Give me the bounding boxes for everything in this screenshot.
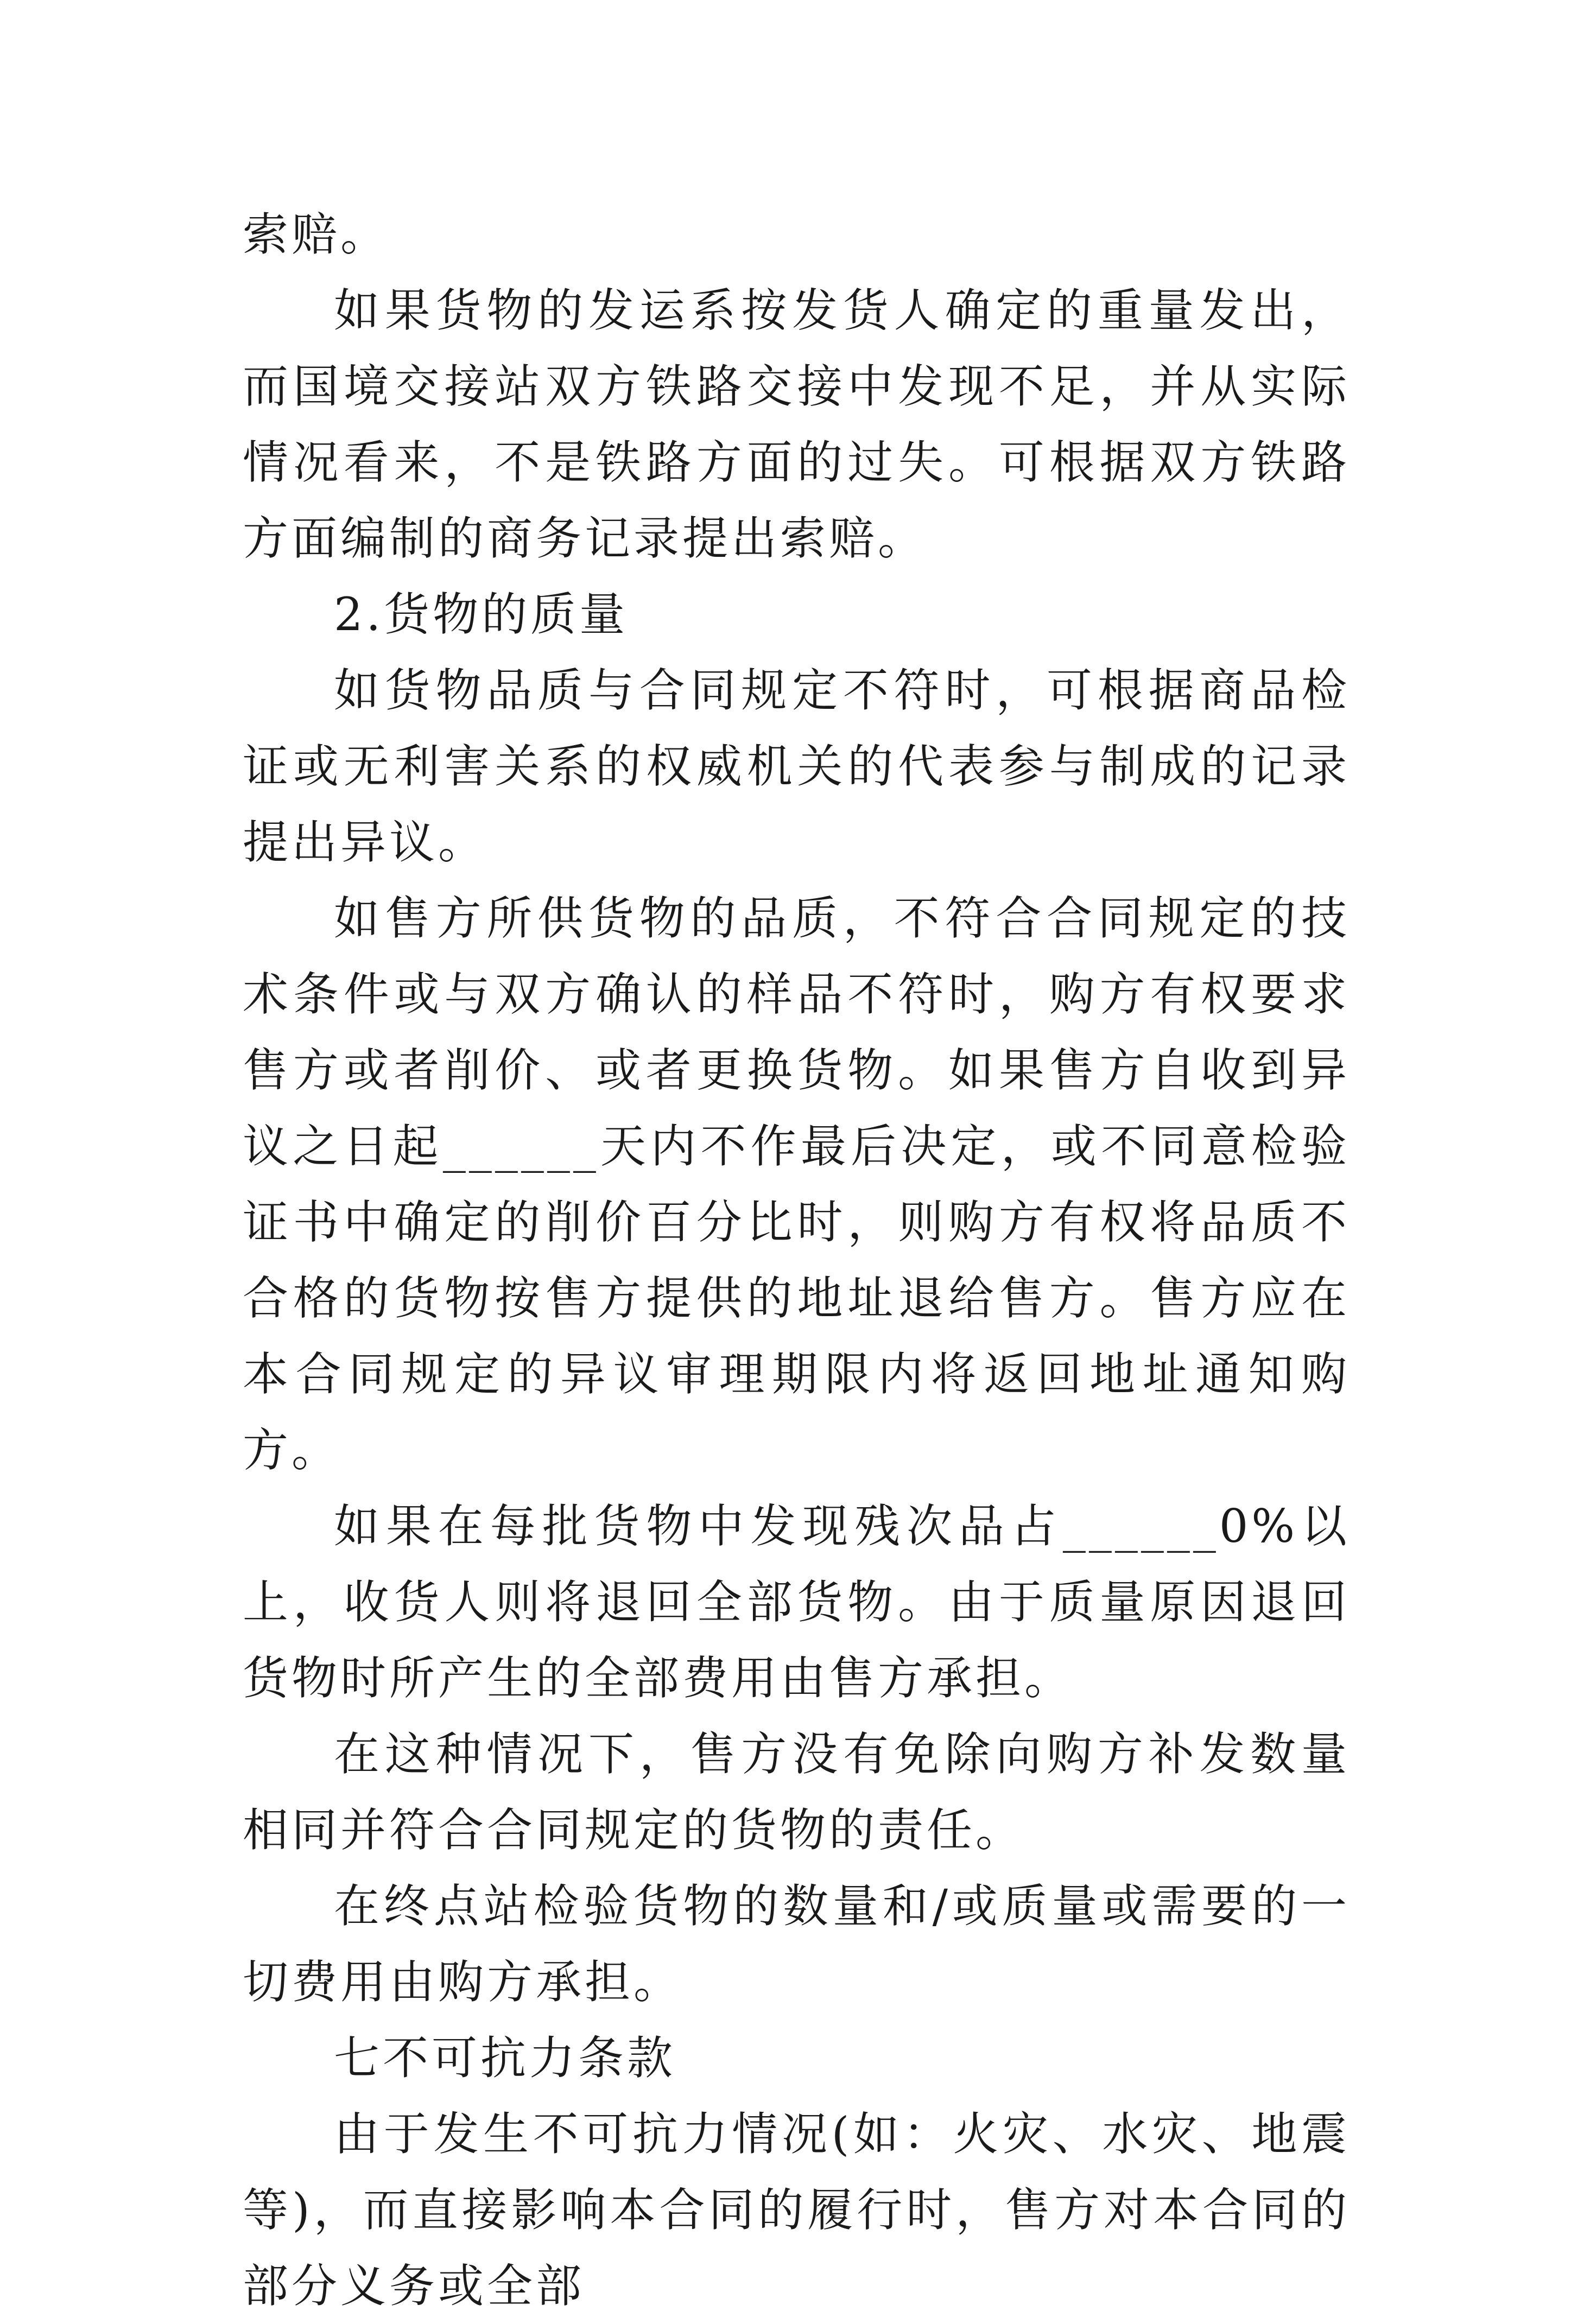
paragraph-continuation: 索赔。 xyxy=(243,208,390,261)
paragraph-inspection-costs: 在终点站检验货物的数量和/或质量或需要的一切费用由购方承担。 xyxy=(243,1879,1350,2009)
paragraph-quality-objection: 如货物品质与合同规定不符时，可根据商品检证或无利害关系的权威机关的代表参与制成的记录提出异议。 xyxy=(243,664,1350,869)
paragraph-force-majeure: 由于发生不可抗力情况(如：火灾、水灾、地震等)，而直接影响本合同的履行时，售方对本合同的部分义务或全部 xyxy=(243,2107,1350,2313)
section-heading-quality: 2.货物的质量 xyxy=(334,588,629,641)
paragraph-quality-remedies: 如售方所供货物的品质，不符合合同规定的技术条件或与双方确认的样品不符时，购方有权要求售方或者削价、或者更换货物。如果售方自收到异议之日起______天内不作最后决定，或不同意检验证书中确定的削价百分比时，则购方有权将品质不合格的货物按售方提供的地址退给售方。售方应在本合同规定的异议审理期限内将返回地址通知购方。 xyxy=(243,892,1350,1477)
paragraph-defect-return: 如果在每批货物中发现残次品占______0%以上，收货人则将退回全部货物。由于质量原因退回货物时所产生的全部费用由售方承担。 xyxy=(243,1500,1350,1705)
paragraph-weight-shortage-claim: 如果货物的发运系按发货人确定的重量发出，而国境交接站双方铁路交接中发现不足，并从实际情况看来，不是铁路方面的过失。可根据双方铁路方面编制的商务记录提出索赔。 xyxy=(243,284,1350,565)
document-page xyxy=(243,196,1350,2324)
section-heading-force-majeure: 七不可抗力条款 xyxy=(334,2031,676,2085)
paragraph-replacement-obligation: 在这种情况下，售方没有免除向购方补发数量相同并符合合同规定的货物的责任。 xyxy=(243,1728,1350,1857)
